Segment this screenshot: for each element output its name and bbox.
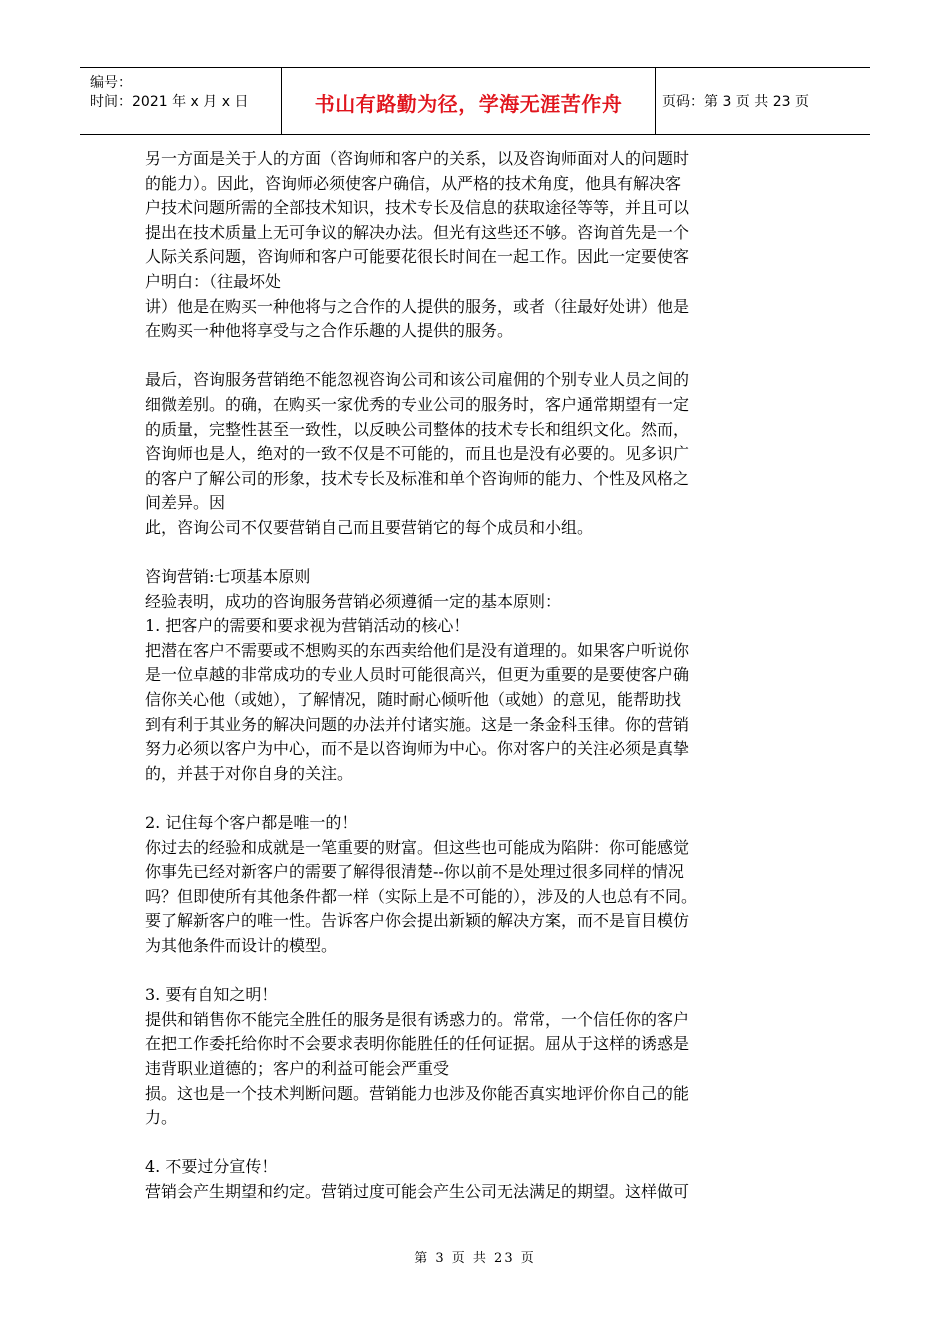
body-line: 经验表明，成功的咨询服务营销必须遵循一定的基本原则： [145, 591, 562, 611]
body-line: 在把工作委托给你时不会要求表明你能胜任的任何证据。屈从于这样的诱惑是 [145, 1034, 690, 1054]
document-body [145, 147, 810, 1205]
body-line: 你事先已经对新客户的需要了解得很清楚--你以前不是处理过很多同样的情况 [145, 862, 684, 882]
body-line: 到有利于其业务的解决问题的办法并付诸实施。这是一条金科玉律。你的营销 [145, 714, 690, 734]
body-line: 2. 记住每个客户都是唯一的！ [145, 813, 358, 833]
body-line: 把潜在客户不需要或不想购买的东西卖给他们是没有道理的。如果客户听说你 [145, 640, 690, 660]
body-line: 间差异。因 [145, 493, 226, 513]
body-line: 是一位卓越的非常成功的专业人员时可能很高兴，但更为重要的是要使客户确 [145, 665, 690, 685]
date-label: 时间：2021 年 x 月 x 日 [90, 94, 249, 110]
blank-line [145, 959, 810, 984]
body-line: 1. 把客户的需要和要求视为营销活动的核心！ [145, 616, 470, 636]
blank-line [145, 541, 810, 566]
page-footer: 第 3 页 共 23 页 [414, 1251, 536, 1266]
body-line: 此，咨询公司不仅要营销自己而且要营销它的每个成员和小组。 [145, 517, 594, 537]
body-line: 的能力）。因此，咨询师必须使客户确信，从严格的技术角度，他具有解决客 [145, 173, 682, 193]
body-line: 最后，咨询服务营销绝不能忽视咨询公司和该公司雇佣的个别专业人员之间的 [145, 370, 690, 390]
header-page-info: 页码：第 3 页 共 23 页 [662, 94, 809, 110]
body-line: 咨询营销:七项基本原则 [145, 567, 311, 587]
body-line: 3. 要有自知之明！ [145, 985, 278, 1005]
number-label: 编号： [90, 75, 132, 91]
body-line: 的质量，完整性甚至一致性，以反映公司整体的技术专长和组织文化。然而， [145, 419, 690, 439]
body-line: 营销会产生期望和约定。营销过度可能会产生公司无法满足的期望。这样做可 [145, 1181, 690, 1201]
body-line: 为其他条件而设计的模型。 [145, 936, 338, 955]
header-meta [80, 68, 282, 134]
blank-line [145, 344, 810, 369]
body-line: 损。这也是一个技术判断问题。营销能力也涉及你能否真实地评价你自己的能 [145, 1083, 690, 1103]
body-line: 你过去的经验和成就是一笔重要的财富。但这些也可能成为陷阱：你可能感觉 [145, 837, 690, 857]
body-line: 力。 [145, 1108, 178, 1128]
body-line: 咨询师也是人，绝对的一致不仅是不可能的，而且也是没有必要的。见多识广 [145, 444, 690, 464]
body-line: 信你关心他（或她），了解情况，随时耐心倾听他（或她）的意见，能帮助找 [145, 690, 682, 710]
blank-line [145, 786, 810, 811]
body-line: 提供和销售你不能完全胜任的服务是很有诱惑力的。常常，一个信任你的客户 [145, 1009, 690, 1029]
body-line: 讲）他是在购买一种他将与之合作的人提供的服务，或者（往最好处讲）他是 [145, 296, 690, 316]
body-line: 的客户了解公司的形象，技术专长及标准和单个咨询师的能力、个性及风格之 [145, 468, 690, 488]
body-line: 违背职业道德的；客户的利益可能会严重受 [145, 1058, 450, 1078]
body-line: 提出在技术质量上无可争议的解决办法。但光有这些还不够。咨询首先是一个 [145, 222, 690, 242]
body-line: 细微差别。的确，在购买一家优秀的专业公司的服务时，客户通常期望有一定 [145, 394, 690, 414]
body-line: 要了解新客户的唯一性。告诉客户你会提出新颖的解决方案，而不是盲目模仿 [145, 911, 690, 931]
body-line: 在购买一种他将享受与之合作乐趣的人提供的服务。 [145, 321, 514, 341]
body-line: 4. 不要过分宣传！ [145, 1157, 278, 1177]
body-line: 吗？但即使所有其他条件都一样（实际上是不可能的），涉及的人也总有不同。 [145, 886, 698, 906]
page-header [80, 67, 870, 135]
blank-line [145, 1131, 810, 1156]
body-line: 努力必须以客户为中心，而不是以咨询师为中心。你对客户的关注必须是真挚 [145, 739, 690, 759]
header-motto: 书山有路勤为径，学海无涯苦作舟 [282, 68, 656, 134]
body-line: 另一方面是关于人的方面（咨询师和客户的关系，以及咨询师面对人的问题时 [145, 149, 690, 168]
body-line: 的，并甚于对你自身的关注。 [145, 763, 354, 783]
body-line: 人际关系问题，咨询师和客户可能要花很长时间在一起工作。因此一定要使客 [145, 247, 690, 267]
body-line: 户技术问题所需的全部技术知识，技术专长及信息的获取途径等等，并且可以 [145, 198, 690, 218]
body-line: 户明白：（往最坏处 [145, 271, 282, 291]
